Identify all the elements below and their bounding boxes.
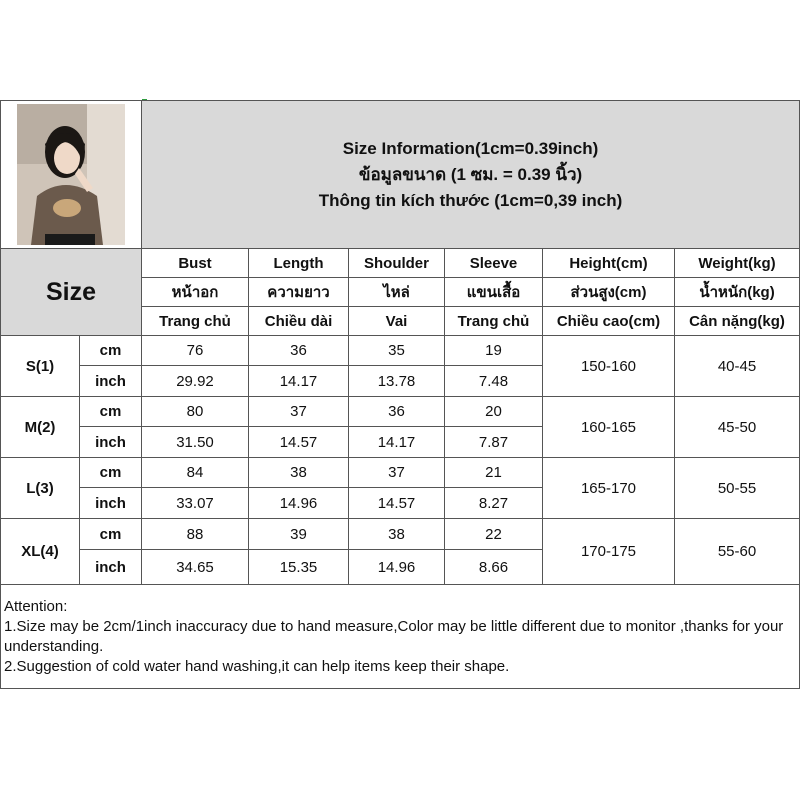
size-chart: [0, 100, 799, 700]
height-range: 170-175: [543, 519, 675, 585]
attention-notes: [4, 597, 794, 677]
unit-cm: cm: [80, 336, 142, 366]
size-label-xl: XL(4): [1, 519, 80, 585]
col-header-length-vn: Chiều dài: [249, 307, 349, 336]
table-cell: 19: [445, 336, 543, 366]
col-header-sleeve: Sleeve: [445, 249, 543, 278]
unit-inch: inch: [80, 550, 142, 585]
height-range: 150-160: [543, 336, 675, 397]
table-cell: 36: [249, 336, 349, 366]
table-cell: 13.78: [349, 366, 445, 397]
col-header-length: Length: [249, 249, 349, 278]
unit-inch: inch: [80, 427, 142, 458]
col-header-length-th: ความยาว: [249, 278, 349, 307]
unit-inch: inch: [80, 366, 142, 397]
unit-inch: inch: [80, 488, 142, 519]
col-header-sleeve-vn: Trang chủ: [445, 307, 543, 336]
size-header: Size: [1, 249, 142, 336]
col-header-weight-vn: Cân nặng(kg): [675, 307, 800, 336]
weight-range: 45-50: [675, 397, 800, 458]
col-header-height-th: ส่วนสูง(cm): [543, 278, 675, 307]
weight-range: 50-55: [675, 458, 800, 519]
col-header-weight-th: น้ำหนัก(kg): [675, 278, 800, 307]
title-th: ข้อมูลขนาด (1 ซม. = 0.39 นิ้ว): [358, 164, 583, 184]
table-cell: 35: [349, 336, 445, 366]
col-header-height-vn: Chiều cao(cm): [543, 307, 675, 336]
table-cell: 84: [142, 458, 249, 488]
attention-line-2: 2.Suggestion of cold water hand washing,it can help items keep their shape.: [4, 658, 510, 675]
unit-cm: cm: [80, 458, 142, 488]
table-cell: 37: [349, 458, 445, 488]
table-cell: 8.27: [445, 488, 543, 519]
table-cell: 14.57: [249, 427, 349, 458]
attention-heading: Attention:: [4, 598, 68, 615]
attention-line-1: 1.Size may be 2cm/1inch inaccuracy due to hand measure,Color may be little different due to monitor ,thanks for your understanding.: [4, 618, 784, 655]
table-cell: 15.35: [249, 550, 349, 585]
size-info-title: [142, 101, 800, 249]
model-photo-icon: [17, 104, 125, 245]
title-vn: Thông tin kích thước (1cm=0,39 inch): [318, 190, 623, 210]
table-cell: 33.07: [142, 488, 249, 519]
col-header-sleeve-th: แขนเสื้อ: [445, 278, 543, 307]
table-cell: 76: [142, 336, 249, 366]
size-label-s: S(1): [1, 336, 80, 397]
table-cell: 38: [249, 458, 349, 488]
col-header-bust-th: หน้าอก: [142, 278, 249, 307]
col-header-bust-vn: Trang chủ: [142, 307, 249, 336]
table-cell: 29.92: [142, 366, 249, 397]
table-cell: 14.17: [349, 427, 445, 458]
table-cell: 38: [349, 519, 445, 550]
unit-cm: cm: [80, 519, 142, 550]
unit-cm: cm: [80, 397, 142, 427]
table-cell: 34.65: [142, 550, 249, 585]
table-cell: 37: [249, 397, 349, 427]
table-cell: 14.96: [349, 550, 445, 585]
table-cell: 7.48: [445, 366, 543, 397]
table-cell: 14.96: [249, 488, 349, 519]
table-cell: 36: [349, 397, 445, 427]
table-cell: 8.66: [445, 550, 543, 585]
table-cell: 21: [445, 458, 543, 488]
height-range: 160-165: [543, 397, 675, 458]
height-range: 165-170: [543, 458, 675, 519]
col-header-shoulder-th: ไหล่: [349, 278, 445, 307]
table-cell: 22: [445, 519, 543, 550]
col-header-bust: Bust: [142, 249, 249, 278]
size-label-l: L(3): [1, 458, 80, 519]
table-cell: 20: [445, 397, 543, 427]
table-cell: 80: [142, 397, 249, 427]
table-cell: 7.87: [445, 427, 543, 458]
product-photo: [1, 101, 142, 249]
weight-range: 55-60: [675, 519, 800, 585]
table-cell: 14.57: [349, 488, 445, 519]
table-cell: 39: [249, 519, 349, 550]
size-label-m: M(2): [1, 397, 80, 458]
col-header-shoulder-vn: Vai: [349, 307, 445, 336]
weight-range: 40-45: [675, 336, 800, 397]
title-en: Size Information(1cm=0.39inch): [342, 138, 599, 158]
col-header-height: Height(cm): [543, 249, 675, 278]
table-cell: 14.17: [249, 366, 349, 397]
col-header-shoulder: Shoulder: [349, 249, 445, 278]
table-cell: 88: [142, 519, 249, 550]
table-cell: 31.50: [142, 427, 249, 458]
col-header-weight: Weight(kg): [675, 249, 800, 278]
